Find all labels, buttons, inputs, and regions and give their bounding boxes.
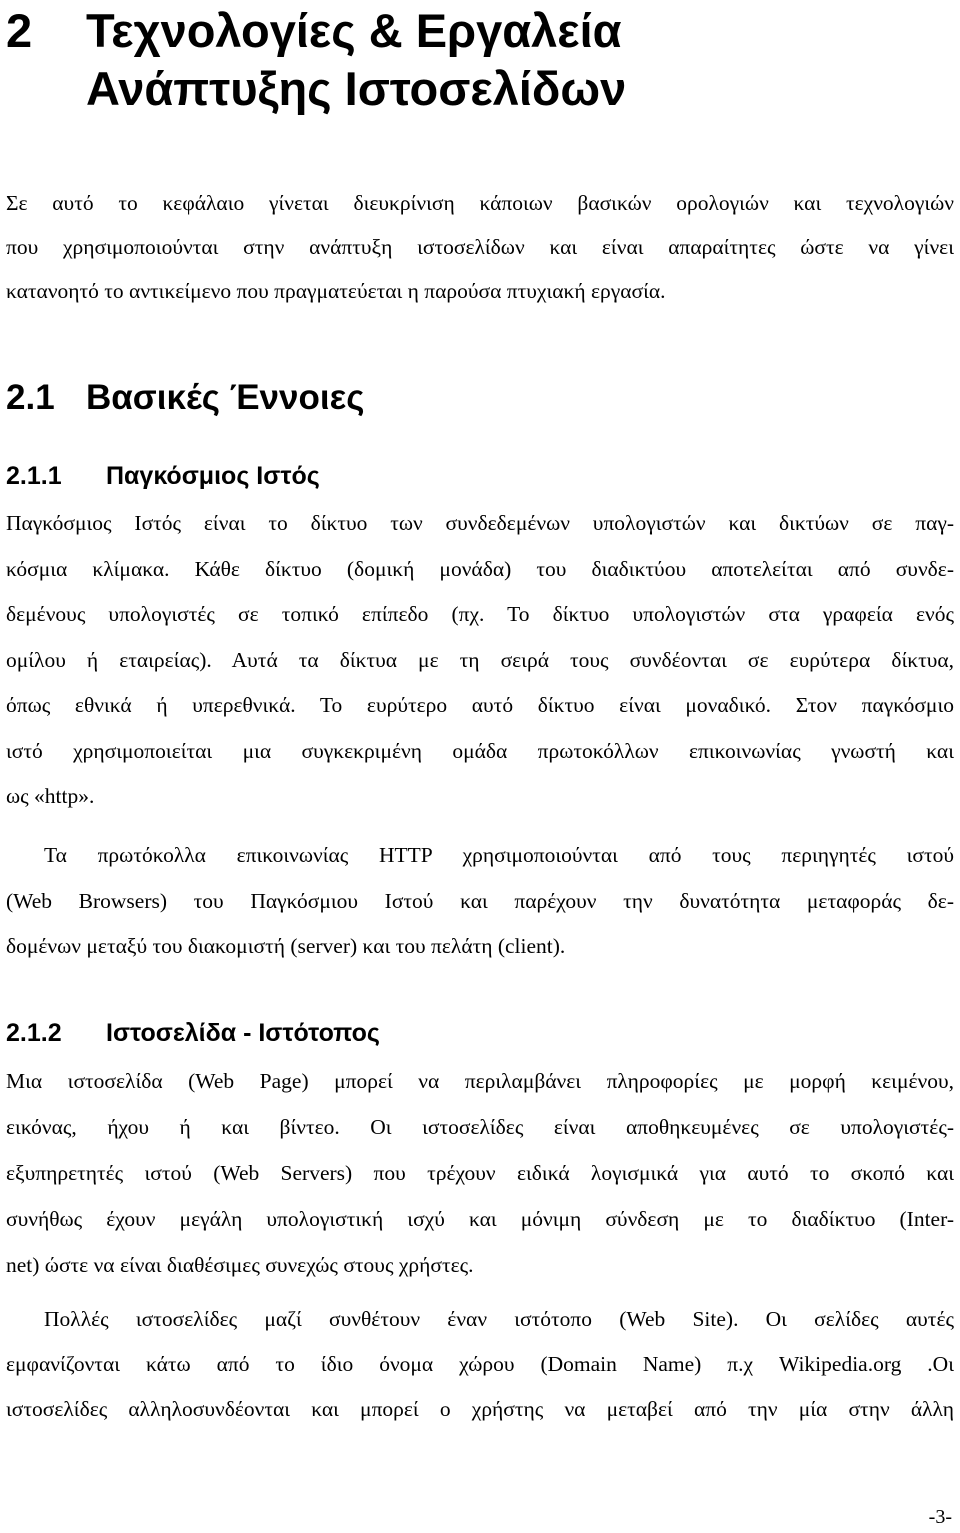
paragraph-line: συνήθως έχουν μεγάλη υπολογιστική ισχύ και μόνιμη σύνδεση με το διαδίκτυο (Inter- xyxy=(6,1207,954,1231)
section-2-1-1-title: Παγκόσμιος Ιστός xyxy=(106,462,320,490)
section-2-1-2-title: Ιστοσελίδα - Ιστότοπος xyxy=(106,1019,380,1047)
paragraph-line: κόσμια κλίμακα. Κάθε δίκτυο (δομική μονάδα) του διαδικτύου αποτελείται από συνδε- xyxy=(6,556,954,581)
section-2-1-number: 2.1 xyxy=(6,378,55,417)
paragraph-line: ως «http». xyxy=(6,784,95,808)
paragraph-line: ιστοσελίδες αλληλοσυνδέονται και μπορεί ο χρήστης να μεταβεί από την μία στην άλλη xyxy=(6,1397,954,1421)
chapter-heading xyxy=(6,2,626,118)
chapter-title-line1: Τεχνολογίες & Εργαλεία xyxy=(86,4,622,57)
paragraph-line: δομένων μεταξύ του διακομιστή (server) και του πελάτη (client). xyxy=(6,934,566,958)
page-number: -3- xyxy=(928,1506,952,1528)
paragraph-line: Τα πρωτόκολλα επικοινωνίας HTTP χρησιμοποιούνται από τους περιηγητές ιστού xyxy=(44,843,954,867)
intro-line: Σε αυτό το κεφάλαιο γίνεται διευκρίνιση κάποιων βασικών ορολογιών και τεχνολογιών xyxy=(6,191,954,215)
section-2-1-1-number: 2.1.1 xyxy=(6,462,62,490)
paragraph-line: (Web Browsers) του Παγκόσμιου Ιστού και παρέχουν την δυνατότητα μεταφοράς δε- xyxy=(6,888,954,913)
section-2-1-title: Βασικές Έννοιες xyxy=(86,378,365,417)
section-2-1-2-paragraph-2 xyxy=(6,1297,954,1432)
section-2-1-1-heading xyxy=(6,456,320,496)
section-2-1-2-paragraph-1 xyxy=(6,1058,954,1288)
paragraph-line: εξυπηρετητές ιστού (Web Servers) που τρέχουν ειδικά λογισμικά για αυτό το σκοπό και xyxy=(6,1161,954,1185)
paragraph-line: όπως εθνικά ή υπερεθνικά. Το ευρύτερο αυτό δίκτυο είναι μοναδικό. Στον παγκόσμιο xyxy=(6,693,954,717)
section-2-1-1-paragraph-2 xyxy=(6,833,954,970)
chapter-title-line2: Ανάπτυξης Ιστοσελίδων xyxy=(86,62,627,115)
paragraph-line: δεμένους υπολογιστές σε τοπικό επίπεδο (πχ. Το δίκτυο υπολογιστών στα γραφεία ενός xyxy=(6,602,954,626)
section-2-1-2-number: 2.1.2 xyxy=(6,1019,62,1047)
section-2-1-1-paragraph-1 xyxy=(6,501,954,820)
chapter-number: 2 xyxy=(6,4,33,57)
section-2-1-2-heading xyxy=(6,1013,380,1053)
paragraph-line: εμφανίζονται κάτω από το ίδιο όνομα χώρου (Domain Name) π.χ Wikipedia.org .Οι xyxy=(6,1352,954,1376)
paragraph-line: ομίλου ή εταιρείας). Αυτά τα δίκτυα με τη σειρά τους συνδέονται σε ευρύτερα δίκτυα, xyxy=(6,647,954,672)
paragraph-line: net) ώστε να είναι διαθέσιμες συνεχώς στους χρήστες. xyxy=(6,1253,474,1277)
paragraph-line: Μια ιστοσελίδα (Web Page) μπορεί να περιλαμβάνει πληροφορίες με μορφή κειμένου, xyxy=(6,1069,954,1093)
intro-line: που χρησιμοποιούνται στην ανάπτυξη ιστοσελίδων και είναι απαραίτητες ώστε να γίνει xyxy=(6,235,954,259)
section-2-1-heading xyxy=(6,374,364,422)
paragraph-line: ιστό χρησιμοποιείται μια συγκεκριμένη ομάδα πρωτοκόλλων επικοινωνίας γνωστή και xyxy=(6,738,954,763)
paragraph-line: εικόνας, ήχου ή και βίντεο. Οι ιστοσελίδες είναι αποθηκευμένες σε υπολογιστές- xyxy=(6,1115,954,1139)
intro-paragraph xyxy=(6,181,954,313)
paragraph-line: Παγκόσμιος Ιστός είναι το δίκτυο των συνδεδεμένων υπολογιστών και δικτύων σε παγ- xyxy=(6,511,954,535)
paragraph-line: Πολλές ιστοσελίδες μαζί συνθέτουν έναν ιστότοπο (Web Site). Οι σελίδες αυτές xyxy=(44,1307,954,1331)
intro-line: κατανοητό το αντικείμενο που πραγματεύεται η παρούσα πτυχιακή εργασία. xyxy=(6,279,666,303)
